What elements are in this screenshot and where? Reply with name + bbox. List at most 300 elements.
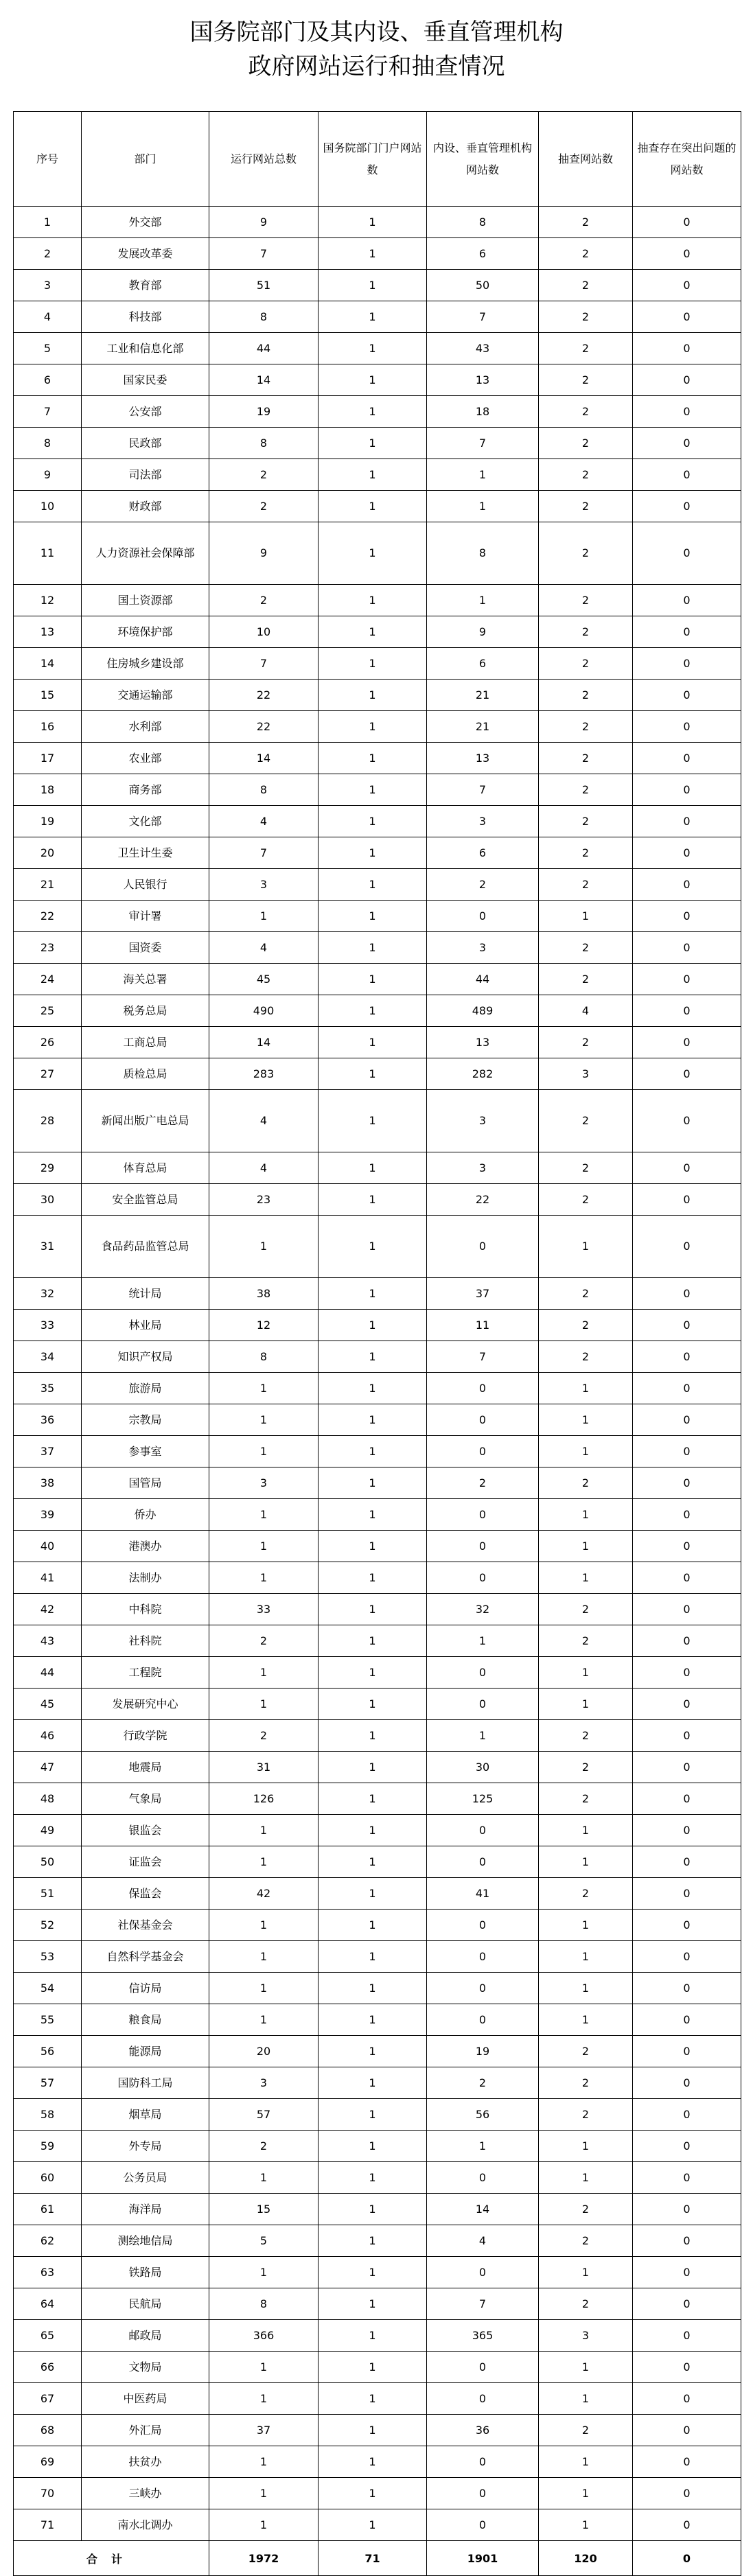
cell-portal-sites: 1 [318, 2004, 427, 2036]
cell-checked-sites: 1 [539, 2131, 633, 2162]
cell-index: 47 [14, 1752, 82, 1783]
cell-checked-sites: 2 [539, 459, 633, 491]
cell-problem-sites: 0 [633, 1531, 741, 1562]
cell-index: 70 [14, 2478, 82, 2509]
cell-portal-sites: 1 [318, 616, 427, 648]
cell-subordinate-sites: 1 [427, 585, 539, 616]
cell-department: 体育总局 [82, 1152, 209, 1184]
cell-total-sites: 51 [209, 270, 318, 301]
cell-department: 民政部 [82, 428, 209, 459]
cell-department: 质检总局 [82, 1058, 209, 1090]
cell-index: 62 [14, 2225, 82, 2257]
cell-portal-sites: 1 [318, 2352, 427, 2383]
cell-department: 公安部 [82, 396, 209, 428]
cell-checked-sites: 1 [539, 2446, 633, 2478]
cell-index: 41 [14, 1562, 82, 1594]
cell-checked-sites: 2 [539, 396, 633, 428]
cell-checked-sites: 1 [539, 1815, 633, 1846]
cell-problem-sites: 0 [633, 428, 741, 459]
cell-department: 铁路局 [82, 2257, 209, 2288]
cell-index: 9 [14, 459, 82, 491]
cell-problem-sites: 0 [633, 2162, 741, 2194]
cell-problem-sites: 0 [633, 616, 741, 648]
cell-portal-sites: 1 [318, 301, 427, 333]
cell-problem-sites: 0 [633, 1216, 741, 1278]
cell-subordinate-sites: 7 [427, 1341, 539, 1373]
table-row [14, 1027, 741, 1058]
cell-portal-sites: 1 [318, 1562, 427, 1594]
cell-problem-sites: 0 [633, 1499, 741, 1531]
cell-checked-sites: 2 [539, 207, 633, 238]
cell-index: 23 [14, 932, 82, 964]
cell-department: 气象局 [82, 1783, 209, 1815]
cell-total-sites: 33 [209, 1594, 318, 1625]
cell-checked-sites: 1 [539, 2004, 633, 2036]
cell-index: 29 [14, 1152, 82, 1184]
cell-problem-sites: 0 [633, 1341, 741, 1373]
cell-problem-sites: 0 [633, 2067, 741, 2099]
cell-total-sites: 9 [209, 522, 318, 585]
cell-portal-sites: 1 [318, 2067, 427, 2099]
cell-department: 林业局 [82, 1310, 209, 1341]
cell-portal-sites: 1 [318, 1941, 427, 1973]
cell-total-sites: 57 [209, 2099, 318, 2131]
cell-checked-sites: 1 [539, 1404, 633, 1436]
table-row [14, 1625, 741, 1657]
cell-department: 中科院 [82, 1594, 209, 1625]
cell-index: 19 [14, 806, 82, 837]
cell-checked-sites: 2 [539, 1027, 633, 1058]
cell-problem-sites: 0 [633, 1910, 741, 1941]
cell-checked-sites: 2 [539, 1090, 633, 1152]
table-row [14, 1941, 741, 1973]
cell-department: 审计署 [82, 901, 209, 932]
cell-index: 52 [14, 1910, 82, 1941]
cell-portal-sites: 1 [318, 2320, 427, 2352]
cell-problem-sites: 0 [633, 2225, 741, 2257]
cell-subordinate-sites: 489 [427, 995, 539, 1027]
cell-total-sites: 14 [209, 1027, 318, 1058]
cell-problem-sites: 0 [633, 333, 741, 364]
cell-subordinate-sites: 6 [427, 238, 539, 270]
cell-index: 22 [14, 901, 82, 932]
cell-total-sites: 14 [209, 364, 318, 396]
table-row [14, 364, 741, 396]
table-row [14, 1467, 741, 1499]
table-row [14, 1531, 741, 1562]
cell-subordinate-sites: 4 [427, 2225, 539, 2257]
cell-problem-sites: 0 [633, 995, 741, 1027]
cell-total-sites: 22 [209, 711, 318, 743]
cell-problem-sites: 0 [633, 1783, 741, 1815]
col-header-problem-sites: 抽查存在突出问题的网站数 [633, 112, 741, 207]
cell-checked-sites: 2 [539, 869, 633, 901]
cell-index: 31 [14, 1216, 82, 1278]
cell-total-sites: 15 [209, 2194, 318, 2225]
cell-problem-sites: 0 [633, 459, 741, 491]
cell-total-sites: 1 [209, 1815, 318, 1846]
cell-subordinate-sites: 0 [427, 1910, 539, 1941]
cell-department: 能源局 [82, 2036, 209, 2067]
document-title [0, 15, 753, 84]
cell-index: 69 [14, 2446, 82, 2478]
cell-index: 32 [14, 1278, 82, 1310]
cell-checked-sites: 1 [539, 1499, 633, 1531]
cell-department: 发展改革委 [82, 238, 209, 270]
cell-subordinate-sites: 0 [427, 2004, 539, 2036]
cell-index: 30 [14, 1184, 82, 1216]
cell-problem-sites: 0 [633, 1373, 741, 1404]
table-row [14, 680, 741, 711]
cell-problem-sites: 0 [633, 2131, 741, 2162]
table-row [14, 1216, 741, 1278]
cell-total-sites: 45 [209, 964, 318, 995]
cell-problem-sites: 0 [633, 2194, 741, 2225]
cell-checked-sites: 2 [539, 1720, 633, 1752]
cell-problem-sites: 0 [633, 680, 741, 711]
cell-total-sites: 1 [209, 1499, 318, 1531]
cell-subordinate-sites: 125 [427, 1783, 539, 1815]
table-row [14, 1184, 741, 1216]
cell-problem-sites: 0 [633, 1184, 741, 1216]
cell-portal-sites: 1 [318, 1878, 427, 1910]
cell-problem-sites: 0 [633, 2383, 741, 2415]
cell-total-sites: 1 [209, 1910, 318, 1941]
cell-department: 社科院 [82, 1625, 209, 1657]
cell-portal-sites: 1 [318, 1910, 427, 1941]
cell-department: 海关总署 [82, 964, 209, 995]
table-row [14, 1973, 741, 2004]
table-row [14, 1689, 741, 1720]
table-row [14, 1436, 741, 1467]
cell-problem-sites: 0 [633, 1815, 741, 1846]
table-row [14, 2194, 741, 2225]
cell-department: 中医药局 [82, 2383, 209, 2415]
cell-subordinate-sites: 3 [427, 806, 539, 837]
cell-portal-sites: 1 [318, 1625, 427, 1657]
cell-subordinate-sites: 0 [427, 1499, 539, 1531]
table-row [14, 2004, 741, 2036]
cell-portal-sites: 1 [318, 1499, 427, 1531]
cell-total-sites: 1 [209, 2257, 318, 2288]
cell-subordinate-sites: 365 [427, 2320, 539, 2352]
cell-problem-sites: 0 [633, 1027, 741, 1058]
cell-department: 烟草局 [82, 2099, 209, 2131]
cell-subordinate-sites: 19 [427, 2036, 539, 2067]
cell-total-sites: 1 [209, 2509, 318, 2541]
cell-problem-sites: 0 [633, 2415, 741, 2446]
cell-checked-sites: 2 [539, 1594, 633, 1625]
cell-index: 1 [14, 207, 82, 238]
website-statistics-table [13, 111, 741, 2576]
cell-portal-sites: 1 [318, 2446, 427, 2478]
cell-checked-sites: 1 [539, 1531, 633, 1562]
cell-subordinate-sites: 7 [427, 774, 539, 806]
cell-index: 65 [14, 2320, 82, 2352]
cell-subordinate-sites: 22 [427, 1184, 539, 1216]
table-row [14, 301, 741, 333]
cell-problem-sites: 0 [633, 1752, 741, 1783]
cell-problem-sites: 0 [633, 901, 741, 932]
cell-portal-sites: 1 [318, 1310, 427, 1341]
cell-total-sites: 31 [209, 1752, 318, 1783]
cell-total-sites: 3 [209, 869, 318, 901]
cell-checked-sites: 2 [539, 711, 633, 743]
cell-checked-sites: 1 [539, 2383, 633, 2415]
cell-total-sites: 42 [209, 1878, 318, 1910]
cell-problem-sites: 0 [633, 2352, 741, 2383]
cell-checked-sites: 2 [539, 2099, 633, 2131]
cell-department: 税务总局 [82, 995, 209, 1027]
table-row [14, 1562, 741, 1594]
cell-department: 工业和信息化部 [82, 333, 209, 364]
cell-department: 科技部 [82, 301, 209, 333]
cell-index: 7 [14, 396, 82, 428]
cell-portal-sites: 1 [318, 2099, 427, 2131]
cell-department: 国资委 [82, 932, 209, 964]
table-row [14, 522, 741, 585]
cell-checked-sites: 1 [539, 1436, 633, 1467]
cell-checked-sites: 2 [539, 1467, 633, 1499]
table-row [14, 1720, 741, 1752]
cell-portal-sites: 1 [318, 1058, 427, 1090]
cell-index: 10 [14, 491, 82, 522]
cell-subordinate-sites: 21 [427, 680, 539, 711]
cell-checked-sites: 2 [539, 333, 633, 364]
cell-total-sites: 2 [209, 1625, 318, 1657]
table-row [14, 648, 741, 680]
cell-index: 61 [14, 2194, 82, 2225]
cell-total-sites: 1 [209, 2446, 318, 2478]
cell-index: 14 [14, 648, 82, 680]
cell-index: 24 [14, 964, 82, 995]
cell-subordinate-sites: 0 [427, 2509, 539, 2541]
cell-department: 公务员局 [82, 2162, 209, 2194]
cell-index: 12 [14, 585, 82, 616]
cell-portal-sites: 1 [318, 2415, 427, 2446]
cell-problem-sites: 0 [633, 364, 741, 396]
table-row [14, 1373, 741, 1404]
cell-checked-sites: 1 [539, 2162, 633, 2194]
cell-total-sites: 7 [209, 648, 318, 680]
cell-index: 66 [14, 2352, 82, 2383]
cell-checked-sites: 1 [539, 2257, 633, 2288]
cell-subordinate-sites: 3 [427, 1152, 539, 1184]
cell-index: 6 [14, 364, 82, 396]
cell-problem-sites: 0 [633, 1436, 741, 1467]
cell-problem-sites: 0 [633, 1404, 741, 1436]
cell-department: 自然科学基金会 [82, 1941, 209, 1973]
cell-total-sites: 2 [209, 585, 318, 616]
table-row [14, 270, 741, 301]
cell-subordinate-sites: 3 [427, 1090, 539, 1152]
cell-index: 51 [14, 1878, 82, 1910]
cell-portal-sites: 1 [318, 1278, 427, 1310]
cell-checked-sites: 1 [539, 901, 633, 932]
cell-problem-sites: 0 [633, 270, 741, 301]
cell-checked-sites: 1 [539, 1562, 633, 1594]
cell-subordinate-sites: 1 [427, 2131, 539, 2162]
cell-problem-sites: 0 [633, 2036, 741, 2067]
cell-total-sites: 8 [209, 301, 318, 333]
table-row [14, 2383, 741, 2415]
table-row [14, 333, 741, 364]
cell-index: 25 [14, 995, 82, 1027]
cell-problem-sites: 0 [633, 396, 741, 428]
cell-subordinate-sites: 3 [427, 932, 539, 964]
cell-subordinate-sites: 14 [427, 2194, 539, 2225]
cell-index: 21 [14, 869, 82, 901]
cell-portal-sites: 1 [318, 1783, 427, 1815]
table-row [14, 2415, 741, 2446]
cell-department: 外专局 [82, 2131, 209, 2162]
cell-problem-sites: 0 [633, 743, 741, 774]
cell-total-sites: 1 [209, 1531, 318, 1562]
cell-problem-sites: 0 [633, 2288, 741, 2320]
cell-portal-sites: 1 [318, 932, 427, 964]
table-row [14, 2257, 741, 2288]
cell-department: 社保基金会 [82, 1910, 209, 1941]
cell-portal-sites: 1 [318, 396, 427, 428]
cell-index: 64 [14, 2288, 82, 2320]
cell-total-sites: 1 [209, 1689, 318, 1720]
cell-checked-sites: 2 [539, 585, 633, 616]
cell-index: 5 [14, 333, 82, 364]
table-row [14, 837, 741, 869]
cell-department: 行政学院 [82, 1720, 209, 1752]
table-row [14, 491, 741, 522]
cell-subordinate-sites: 2 [427, 869, 539, 901]
table-row [14, 428, 741, 459]
cell-total-sites: 44 [209, 333, 318, 364]
cell-portal-sites: 1 [318, 1973, 427, 2004]
cell-checked-sites: 2 [539, 743, 633, 774]
cell-problem-sites: 0 [633, 2099, 741, 2131]
cell-portal-sites: 1 [318, 680, 427, 711]
cell-checked-sites: 2 [539, 1752, 633, 1783]
table-row [14, 1815, 741, 1846]
cell-portal-sites: 1 [318, 428, 427, 459]
cell-total-sites: 1 [209, 2004, 318, 2036]
table-row [14, 2446, 741, 2478]
table-row [14, 1499, 741, 1531]
cell-problem-sites: 0 [633, 301, 741, 333]
cell-portal-sites: 1 [318, 1090, 427, 1152]
cell-total-sites: 3 [209, 1467, 318, 1499]
cell-department: 外交部 [82, 207, 209, 238]
cell-portal-sites: 1 [318, 2288, 427, 2320]
cell-total-sites: 1 [209, 1562, 318, 1594]
table-row [14, 2099, 741, 2131]
cell-problem-sites: 0 [633, 2004, 741, 2036]
cell-checked-sites: 2 [539, 2067, 633, 2099]
cell-index: 49 [14, 1815, 82, 1846]
cell-index: 50 [14, 1846, 82, 1878]
cell-total-sites: 9 [209, 207, 318, 238]
cell-portal-sites: 1 [318, 2036, 427, 2067]
cell-index: 59 [14, 2131, 82, 2162]
cell-checked-sites: 2 [539, 2194, 633, 2225]
cell-department: 粮食局 [82, 2004, 209, 2036]
cell-checked-sites: 2 [539, 964, 633, 995]
cell-total-sites: 2 [209, 1720, 318, 1752]
cell-portal-sites: 1 [318, 2257, 427, 2288]
cell-portal-sites: 1 [318, 1752, 427, 1783]
cell-checked-sites: 2 [539, 774, 633, 806]
cell-portal-sites: 1 [318, 1152, 427, 1184]
title-line-2: 政府网站运行和抽查情况 [248, 53, 505, 80]
table-row [14, 1752, 741, 1783]
cell-total-sites: 4 [209, 1090, 318, 1152]
cell-problem-sites: 0 [633, 1310, 741, 1341]
cell-total-sites: 8 [209, 774, 318, 806]
cell-department: 扶贫办 [82, 2446, 209, 2478]
cell-department: 国土资源部 [82, 585, 209, 616]
table-row [14, 396, 741, 428]
title-line-1: 国务院部门及其内设、垂直管理机构 [189, 19, 564, 46]
cell-subordinate-sites: 8 [427, 522, 539, 585]
cell-checked-sites: 2 [539, 1783, 633, 1815]
cell-subordinate-sites: 7 [427, 301, 539, 333]
cell-portal-sites: 1 [318, 774, 427, 806]
table-row [14, 207, 741, 238]
cell-portal-sites: 1 [318, 459, 427, 491]
cell-index: 67 [14, 2383, 82, 2415]
table-row [14, 869, 741, 901]
cell-subordinate-sites: 44 [427, 964, 539, 995]
cell-total-sites: 14 [209, 743, 318, 774]
table-row [14, 743, 741, 774]
cell-subordinate-sites: 0 [427, 2446, 539, 2478]
cell-total-sites: 3 [209, 2067, 318, 2099]
cell-subordinate-sites: 18 [427, 396, 539, 428]
cell-portal-sites: 1 [318, 995, 427, 1027]
cell-subordinate-sites: 1 [427, 459, 539, 491]
table-row [14, 1783, 741, 1815]
col-header-subordinate-sites: 内设、垂直管理机构网站数 [427, 112, 539, 207]
cell-problem-sites: 0 [633, 964, 741, 995]
cell-index: 39 [14, 1499, 82, 1531]
cell-department: 港澳办 [82, 1531, 209, 1562]
cell-portal-sites: 1 [318, 1404, 427, 1436]
cell-total-sites: 126 [209, 1783, 318, 1815]
cell-portal-sites: 1 [318, 333, 427, 364]
cell-department: 保监会 [82, 1878, 209, 1910]
cell-checked-sites: 2 [539, 2288, 633, 2320]
cell-department: 国家民委 [82, 364, 209, 396]
cell-index: 4 [14, 301, 82, 333]
cell-subordinate-sites: 2 [427, 2067, 539, 2099]
cell-checked-sites: 2 [539, 301, 633, 333]
table-row [14, 995, 741, 1027]
table-row [14, 1594, 741, 1625]
cell-subordinate-sites: 0 [427, 1436, 539, 1467]
table-row [14, 1910, 741, 1941]
cell-subordinate-sites: 36 [427, 2415, 539, 2446]
cell-portal-sites: 1 [318, 964, 427, 995]
table-row [14, 2509, 741, 2541]
cell-index: 16 [14, 711, 82, 743]
cell-portal-sites: 1 [318, 491, 427, 522]
cell-checked-sites: 1 [539, 1689, 633, 1720]
cell-portal-sites: 1 [318, 648, 427, 680]
cell-subordinate-sites: 32 [427, 1594, 539, 1625]
cell-subordinate-sites: 0 [427, 901, 539, 932]
cell-problem-sites: 0 [633, 1625, 741, 1657]
cell-portal-sites: 1 [318, 1027, 427, 1058]
cell-portal-sites: 1 [318, 1657, 427, 1689]
table-total-row [14, 2541, 741, 2576]
